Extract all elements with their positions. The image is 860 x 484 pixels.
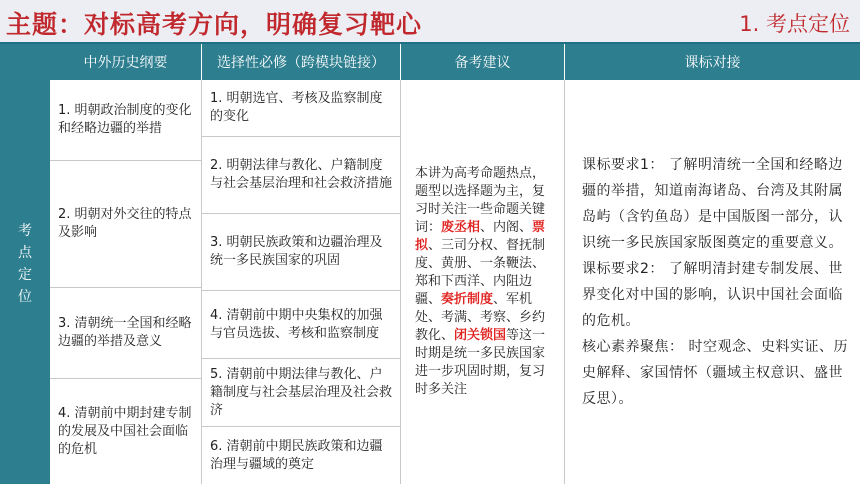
outline-item: 1. 明朝政治制度的变化和经略边疆的举措 <box>50 80 202 161</box>
sidebar <box>0 44 50 484</box>
column-header-advice: 备考建议 <box>401 44 565 80</box>
elective-item: 2. 明朝法律与教化、户籍制度与社会基层治理和社会救济措施 <box>202 137 401 214</box>
exam-advice-text: 本讲为高考命题热点，题型以选择题为主，复习时关注一些命题关键词：废丞相、内阁、票拟、三司分权、督抚制度、黄册、一条鞭法、郑和下西洋、内阻边疆、奏折制度、军机处、考满、考察、乡约教化、闭关锁国等这一时期是统一多民族国家进一步巩固时期，复习时多关注 <box>415 166 546 397</box>
elective-item: 5. 清朝前中期法律与教化、户籍制度与社会基层治理及社会救济 <box>202 359 401 427</box>
outline-item: 2. 明朝对外交往的特点及影响 <box>50 161 202 288</box>
title-bar <box>0 0 860 44</box>
section-tag: 1. 考点定位 <box>739 12 850 36</box>
standard-requirement-2: 课标要求2： 了解明清封建专制发展、世界变化对中国的影响，认识中国社会面临的危机。 <box>582 261 843 329</box>
elective-item: 6. 清朝前中期民族政策和边疆治理与疆域的奠定 <box>202 427 401 484</box>
standard-requirement-1: 课标要求1： 了解明清统一全国和经略边疆的举措，知道南海诸岛、台湾及其附属岛屿（含钓鱼岛）是中国版图一部分，认识统一多民族国家版图奠定的重要意义。 <box>582 157 843 251</box>
sidebar-char: 定 <box>18 267 32 283</box>
elective-item: 3. 明朝民族政策和边疆治理及统一多民族国家的巩固 <box>202 214 401 291</box>
keyword-highlight: 奏折制度 <box>441 292 494 307</box>
outline-item: 4. 清朝前中期封建专制的发展及中国社会面临的危机 <box>50 379 202 484</box>
core-literacy-focus: 核心素养聚焦： 时空观念、史料实证、历史解释、家国情怀（疆域主权意识、盛世反思）。 <box>582 339 848 407</box>
column-header-elective: 选择性必修（跨模块链接） <box>202 44 401 80</box>
elective-item: 4. 清朝前中期中央集权的加强与官员选拔、考核和监察制度 <box>202 291 401 359</box>
sidebar-char: 点 <box>18 245 32 261</box>
keyword-highlight: 废丞相 <box>441 220 481 235</box>
sidebar-vertical-label <box>0 220 50 308</box>
keyword-highlight: 票拟 <box>415 220 546 253</box>
keyword-highlight: 闭关锁国 <box>454 328 507 343</box>
outline-item: 3. 清朝统一全国和经略边疆的举措及意义 <box>50 288 202 379</box>
column-header-outline: 中外历史纲要 <box>50 44 202 80</box>
exam-advice-cell <box>401 80 565 484</box>
slide-title: 主题：对标高考方向，明确复习靶心 <box>6 10 423 39</box>
elective-item: 1. 明朝选官、考核及监察制度的变化 <box>202 80 401 137</box>
sidebar-char: 位 <box>18 289 32 305</box>
curriculum-standards-cell <box>565 80 860 484</box>
sidebar-char: 考 <box>18 223 32 239</box>
column-header-standards: 课标对接 <box>565 44 860 80</box>
